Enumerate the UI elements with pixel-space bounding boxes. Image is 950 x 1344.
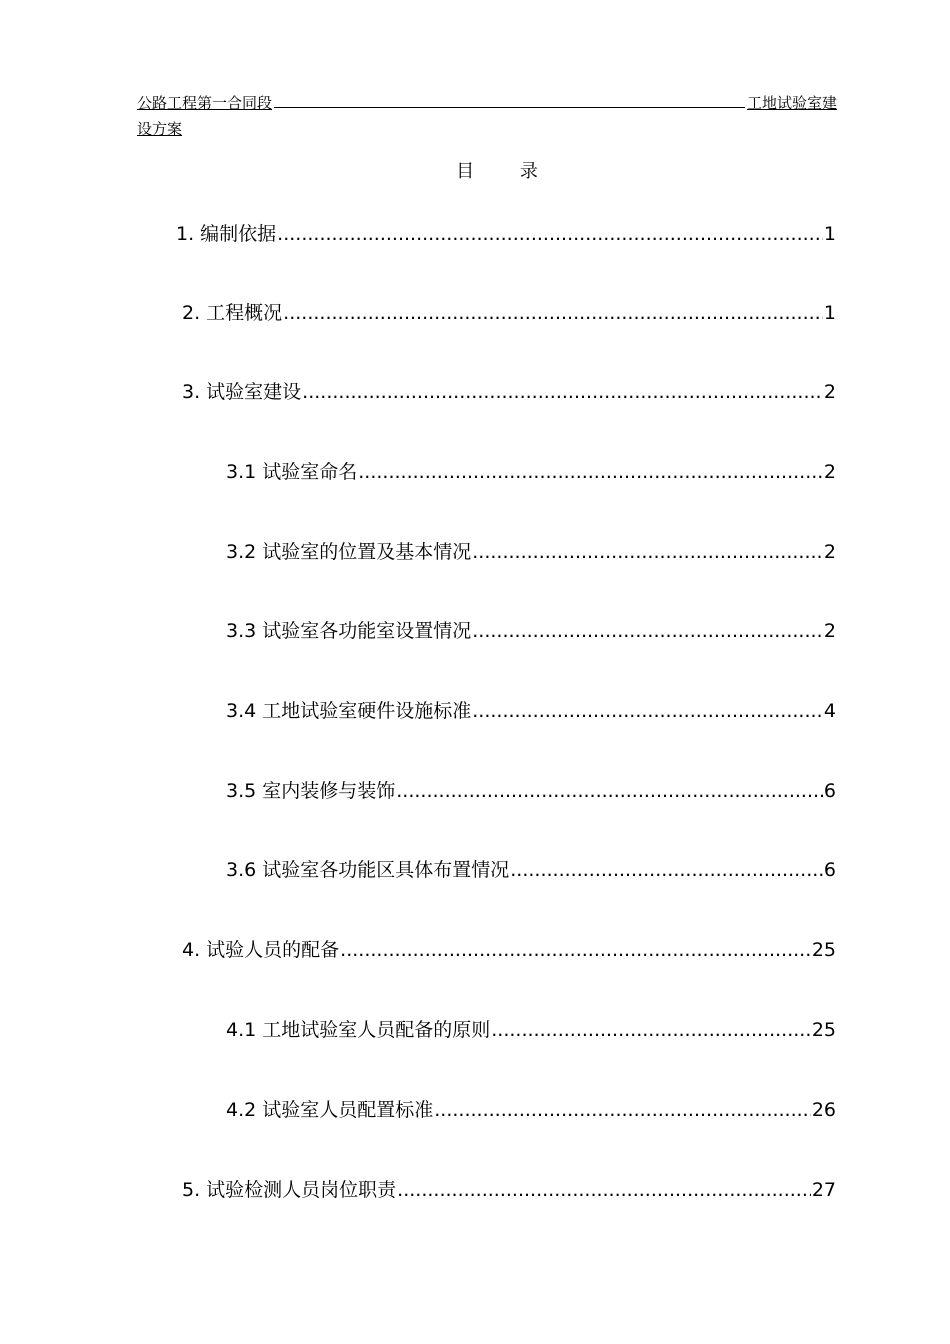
toc-entry[interactable] — [226, 697, 836, 725]
toc-title: 目 录 — [456, 161, 558, 182]
toc-leader-dots — [302, 378, 823, 406]
toc-leader-dots — [472, 697, 823, 725]
toc-leader-dots — [491, 1016, 811, 1044]
toc-entry-page: 25 — [811, 939, 836, 961]
toc-entry-label: 3. 试验室建设 — [182, 381, 302, 403]
toc-entry-page: 25 — [811, 1019, 836, 1041]
toc-entry[interactable] — [182, 1176, 836, 1204]
toc-entry[interactable] — [226, 458, 836, 486]
toc-entry-label: 3.4 工地试验室硬件设施标准 — [226, 700, 472, 722]
toc-entry-page: 6 — [823, 859, 836, 881]
toc-leader-dots — [277, 220, 823, 248]
toc-entry-page: 4 — [823, 700, 836, 722]
toc-leader-dots — [472, 538, 823, 566]
toc-entry-label: 4.1 工地试验室人员配备的原则 — [226, 1019, 491, 1041]
header-project-name: 公路工程第一合同段 — [137, 94, 273, 112]
toc-leader-dots — [397, 1176, 811, 1204]
toc-entry[interactable] — [226, 856, 836, 884]
toc-entry-label: 2. 工程概况 — [182, 302, 283, 324]
toc-entry-label: 4. 试验人员的配备 — [182, 939, 340, 961]
toc-leader-dots — [434, 1096, 811, 1124]
header-doc-title-continuation: 设方案 — [137, 120, 183, 138]
toc-entry-page: 26 — [811, 1099, 836, 1121]
toc-entry-page: 1 — [823, 223, 836, 245]
toc-entry-page: 27 — [811, 1179, 836, 1201]
toc-leader-dots — [510, 856, 823, 884]
toc-entry-label: 1. 编制依据 — [176, 223, 277, 245]
header-doc-title: 工地试验室建 — [746, 94, 837, 112]
toc-leader-dots — [283, 299, 823, 327]
toc-leader-dots — [472, 617, 823, 645]
toc-leader-dots — [340, 936, 811, 964]
header-underline-fill — [274, 93, 745, 108]
toc-entry-page: 2 — [823, 620, 836, 642]
toc-entry-label: 3.6 试验室各功能区具体布置情况 — [226, 859, 510, 881]
toc-entry-page: 2 — [823, 461, 836, 483]
toc-leader-dots — [358, 458, 823, 486]
toc-entry[interactable] — [226, 1096, 836, 1124]
page-header — [137, 90, 837, 142]
header-line — [137, 90, 837, 116]
toc-entry[interactable] — [182, 936, 836, 964]
toc-entry-label: 4.2 试验室人员配置标准 — [226, 1099, 434, 1121]
toc-entry[interactable] — [176, 220, 836, 248]
toc-entry[interactable] — [182, 299, 836, 327]
toc-entry-page: 2 — [823, 381, 836, 403]
toc-entry-page: 6 — [823, 780, 836, 802]
toc-entry-page: 1 — [823, 302, 836, 324]
toc-entry-page: 2 — [823, 541, 836, 563]
toc-entry-label: 5. 试验检测人员岗位职责 — [182, 1179, 397, 1201]
toc-entry[interactable] — [226, 538, 836, 566]
toc-entry[interactable] — [226, 1016, 836, 1044]
toc-entry-label: 3.1 试验室命名 — [226, 461, 358, 483]
toc-entry-label: 3.5 室内装修与装饰 — [226, 780, 396, 802]
toc-entry-label: 3.3 试验室各功能室设置情况 — [226, 620, 472, 642]
toc-entry[interactable] — [226, 617, 836, 645]
toc-entry[interactable] — [182, 378, 836, 406]
toc-entry[interactable] — [226, 777, 836, 805]
toc-entry-label: 3.2 试验室的位置及基本情况 — [226, 541, 472, 563]
toc-leader-dots — [396, 777, 823, 805]
